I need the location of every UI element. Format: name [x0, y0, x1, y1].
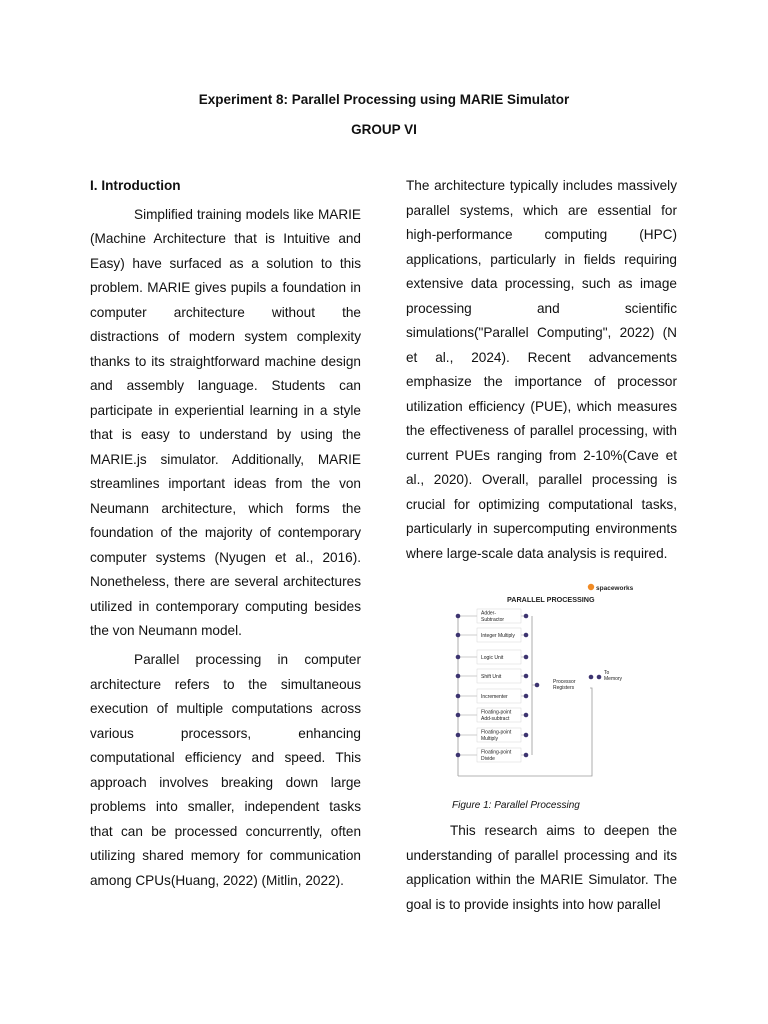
right-column — [406, 174, 677, 571]
intro-paragraph-1: Simplified training models like MARIE (Machine Architecture that is Intuitive and Easy) have surfaced as a solution to this problem. MARIE gives pupils a foundation in computer architecture without the distractions of modern system complexity thanks to its straightforward machine design and assembly language. Students can participate in experiential learning in a style that is easy to understand by using the MARIE.js simulator. Additionally, MARIE streamlines important ideas from the von Neumann architecture, which forms the foundation of the majority of contemporary computer systems (Nyugen et al., 2016). Nonetheless, there are several architectures utilized in contemporary computing besides the von Neumann model. — [90, 206, 361, 638]
unit-label: Floating-point — [481, 749, 512, 756]
unit-output-node — [524, 694, 529, 699]
unit-input-node — [456, 655, 461, 660]
memory-node — [597, 675, 602, 680]
unit-input-node — [456, 633, 461, 638]
section-heading: I. Introduction — [90, 178, 181, 193]
unit-label: Integer Multiply — [481, 633, 515, 639]
unit-output-node — [524, 674, 529, 679]
unit-label: Multiply — [481, 736, 498, 742]
unit-label: Floating-point — [481, 729, 512, 736]
unit-input-node — [456, 694, 461, 699]
unit-output-node — [524, 733, 529, 738]
intro-paragraph-4: This research aims to deepen the understanding of parallel processing and its application within the MARIE Simulator. The goal is to provide insights into how parallel — [406, 823, 677, 912]
unit-label: Logic Unit — [481, 655, 504, 661]
unit-output-node — [524, 655, 529, 660]
unit-output-node — [524, 614, 529, 619]
parallel-processing-diagram — [450, 578, 640, 782]
unit-label: Shift Unit — [481, 674, 502, 680]
memory-label: Memory — [604, 676, 623, 682]
intro-paragraph-2: Parallel processing in computer architecture refers to the simultaneous execution of multiple computations across various processors, enhancing computational efficiency and speed. This approach involves breaking down large problems into smaller, independent tasks that can be processed concurrently, often utilizing shared memory for communication among CPUs(Huang, 2022) (Mitlin, 2022). — [90, 652, 361, 888]
registers-label: Registers — [553, 685, 575, 691]
unit-label: Subtractor — [481, 617, 505, 623]
parallel-processing-figure — [450, 578, 640, 782]
brand-logo-icon — [588, 584, 594, 590]
right-column-continued — [406, 819, 677, 922]
unit-label: Incrementer — [481, 694, 508, 700]
diagram-title: PARALLEL PROCESSING — [507, 595, 595, 604]
group-label: GROUP VI — [351, 122, 417, 137]
brand-name: spaceworks — [596, 585, 634, 592]
intro-paragraph-3: The architecture typically includes massively parallel systems, which are essential for high-performance computing (HPC) applications, particularly in fields requiring extensive data processing, such as image processing and scientific simulations("Parallel Computing", 2022) (N et al., 2024). Recent advancements emphasize the importance of processor utilization efficiency (PUE), which measures the effectiveness of parallel processing, with current PUEs ranging from 2-10%(Cave et al., 2020). Overall, parallel processing is crucial for optimizing computational tasks, particularly in supercomputing environments where large-scale data analysis is required. — [406, 178, 677, 561]
registers-output-node — [589, 675, 594, 680]
unit-label: Floating-point — [481, 709, 512, 716]
unit-input-node — [456, 713, 461, 718]
unit-output-node — [524, 713, 529, 718]
unit-input-node — [456, 753, 461, 758]
unit-input-node — [456, 614, 461, 619]
figure-caption: Figure 1: Parallel Processing — [452, 800, 580, 811]
unit-output-node — [524, 633, 529, 638]
unit-label: Divide — [481, 756, 495, 762]
unit-label: Add-subtract — [481, 716, 510, 722]
document-title: Experiment 8: Parallel Processing using MARIE Simulator — [198, 92, 570, 107]
registers-label: Processor — [553, 679, 576, 685]
left-column — [90, 174, 361, 898]
unit-input-node — [456, 733, 461, 738]
registers-input-node — [535, 683, 540, 688]
unit-output-node — [524, 753, 529, 758]
unit-label: Adder- — [481, 610, 497, 617]
memory-label: To — [604, 670, 610, 676]
unit-input-node — [456, 674, 461, 679]
